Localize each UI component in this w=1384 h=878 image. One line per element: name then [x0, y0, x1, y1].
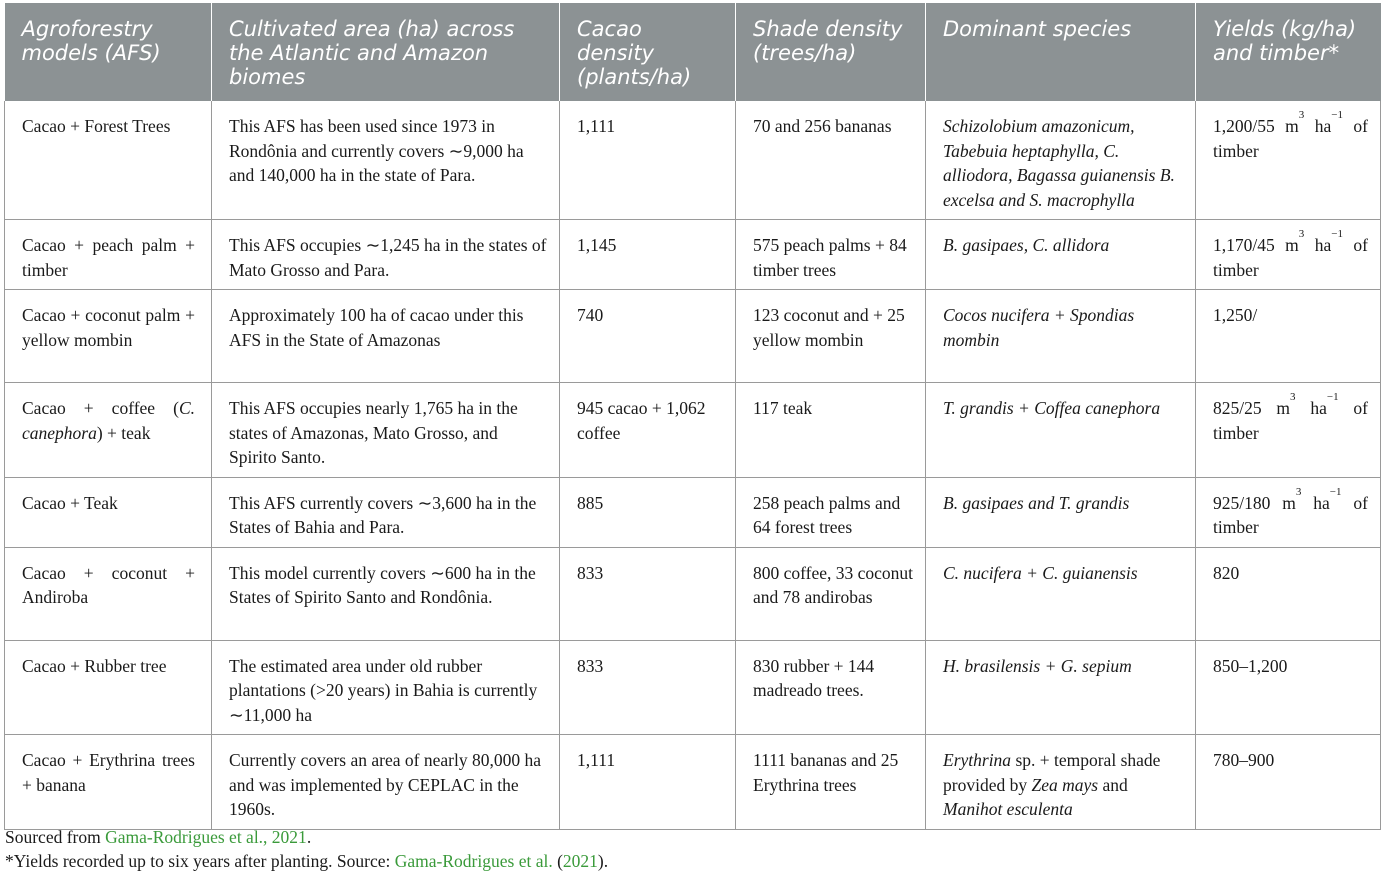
model-cell: Cacao + peach palm + timber [5, 220, 212, 290]
area-cell: This AFS occupies nearly 1,765 ha in the states of Amazonas, Mato Grosso, and Spirito Santo. [212, 383, 560, 478]
footnote-link-year[interactable]: 2021 [562, 851, 598, 871]
shade-density-cell: 830 rubber + 144 madreado trees. [736, 640, 926, 735]
model-cell: Cacao + coffee (C. canephora) + teak [5, 383, 212, 478]
shade-density-cell: 258 peach palms and 64 forest trees [736, 477, 926, 547]
yield-cell: 825/25 $m^3$ $ha^{-1}$ of timber [1196, 383, 1381, 478]
table-row [5, 101, 1381, 220]
yield-cell: 925/180 $m^3$ $ha^{-1}$ of timber [1196, 477, 1381, 547]
area-cell: Approximately 100 ha of cacao under this AFS in the State of Amazonas [212, 290, 560, 383]
table-row [5, 640, 1381, 735]
source-link[interactable]: Gama-Rodrigues et al., 2021 [105, 827, 307, 847]
model-cell: Cacao + coconut + Andiroba [5, 547, 212, 640]
cacao-density-cell: 740 [560, 290, 736, 383]
model-cell: Cacao + Rubber tree [5, 640, 212, 735]
header-cell: Yields (kg/ha) and timber* [1196, 3, 1381, 101]
header-cell: Cultivated area (ha) across the Atlantic and Amazon biomes [212, 3, 560, 101]
header-row [5, 3, 1381, 101]
yield-cell: 1,200/55 $m^3$ $ha^{-1}$ of timber [1196, 101, 1381, 220]
species-cell: B. gasipaes, C. allidora [926, 220, 1196, 290]
species-cell: C. nucifera + C. guianensis [926, 547, 1196, 640]
yield-cell: 1,250/ [1196, 290, 1381, 383]
shade-density-cell: 70 and 256 bananas [736, 101, 926, 220]
header-cell: Cacao density (plants/ha) [560, 3, 736, 101]
yield-cell: 820 [1196, 547, 1381, 640]
header-cell: Dominant species [926, 3, 1196, 101]
area-cell: This AFS currently covers ∼3,600 ha in the States of Bahia and Para. [212, 477, 560, 547]
species-cell: T. grandis + Coffea canephora [926, 383, 1196, 478]
species-cell: Erythrina sp. + temporal shade provided by Zea mays and Manihot esculenta [926, 735, 1196, 830]
cacao-density-cell: 885 [560, 477, 736, 547]
table-row [5, 547, 1381, 640]
cacao-density-cell: 833 [560, 547, 736, 640]
table-row [5, 290, 1381, 383]
species-cell: B. gasipaes and T. grandis [926, 477, 1196, 547]
header-cell: Shade density (trees/ha) [736, 3, 926, 101]
model-cell: Cacao + Erythrina trees + banana [5, 735, 212, 830]
table-row [5, 383, 1381, 478]
yield-cell: 850–1,200 [1196, 640, 1381, 735]
yield-cell: 780–900 [1196, 735, 1381, 830]
model-cell: Cacao + Forest Trees [5, 101, 212, 220]
table-container [4, 3, 1380, 830]
table-row [5, 735, 1381, 830]
area-cell: This AFS has been used since 1973 in Rondônia and currently covers ∼9,000 ha and 140,000 ha in the state of Para. [212, 101, 560, 220]
cacao-density-cell: 945 cacao + 1,062 coffee [560, 383, 736, 478]
area-cell: The estimated area under old rubber plantations (>20 years) in Bahia is currently ∼11,000 ha [212, 640, 560, 735]
header-cell: Agroforestry models (AFS) [5, 3, 212, 101]
cacao-density-cell: 1,111 [560, 101, 736, 220]
yield-footnote: *Yields recorded up to six years after planting. Source: Gama-Rodrigues et al. (2021). [5, 851, 609, 871]
shade-density-cell: 117 teak [736, 383, 926, 478]
table-row [5, 477, 1381, 547]
source-note: Sourced from Gama-Rodrigues et al., 2021. [5, 827, 312, 847]
shade-density-cell: 1111 bananas and 25 Erythrina trees [736, 735, 926, 830]
species-cell: H. brasilensis + G. sepium [926, 640, 1196, 735]
shade-density-cell: 123 coconut and + 25 yellow mombin [736, 290, 926, 383]
area-cell: This model currently covers ∼600 ha in the States of Spirito Santo and Rondônia. [212, 547, 560, 640]
cacao-density-cell: 1,145 [560, 220, 736, 290]
area-cell: This AFS occupies ∼1,245 ha in the states of Mato Grosso and Para. [212, 220, 560, 290]
shade-density-cell: 575 peach palms + 84 timber trees [736, 220, 926, 290]
agroforestry-table [4, 3, 1381, 830]
yield-cell: 1,170/45 $m^3$ $ha^{-1}$ of timber [1196, 220, 1381, 290]
model-cell: Cacao + Teak [5, 477, 212, 547]
species-cell: Cocos nucifera + Spondias mombin [926, 290, 1196, 383]
area-cell: Currently covers an area of nearly 80,000 ha and was implemented by CEPLAC in the 1960s. [212, 735, 560, 830]
shade-density-cell: 800 coffee, 33 coconut and 78 andirobas [736, 547, 926, 640]
species-cell: Schizolobium amazonicum, Tabebuia heptaphylla, C. alliodora, Bagassa guianensis B. excelsa and S. macrophylla [926, 101, 1196, 220]
cacao-density-cell: 1,111 [560, 735, 736, 830]
cacao-density-cell: 833 [560, 640, 736, 735]
model-cell: Cacao + coconut palm + yellow mombin [5, 290, 212, 383]
table-row [5, 220, 1381, 290]
footnote-link-author[interactable]: Gama-Rodrigues et al. [394, 851, 553, 871]
